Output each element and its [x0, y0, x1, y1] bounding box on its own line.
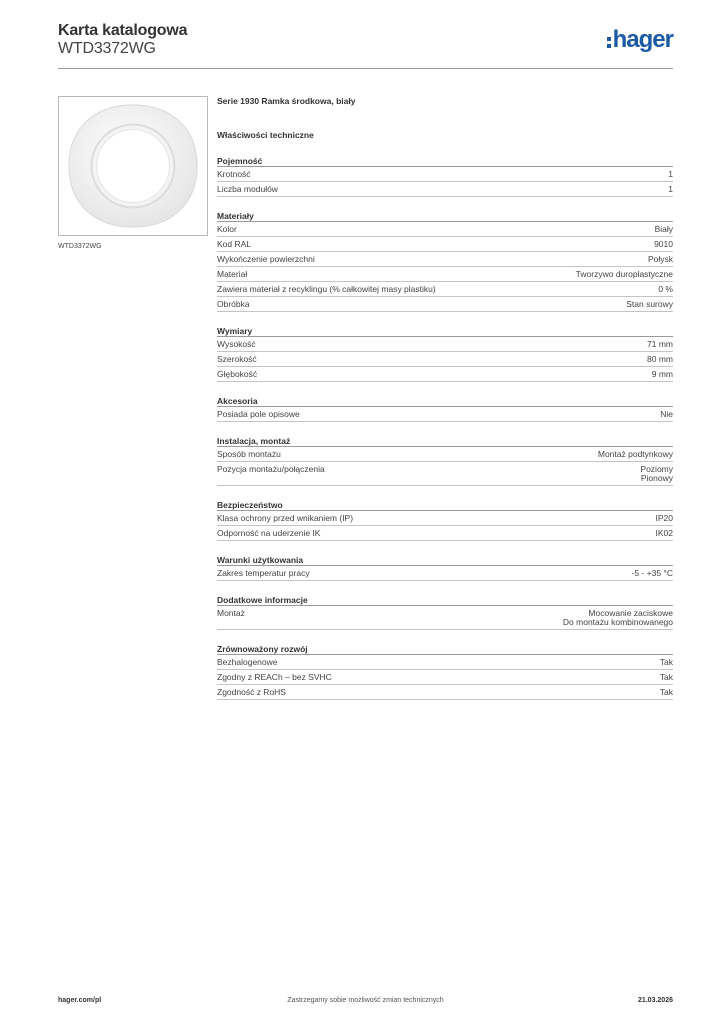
- section-title: Akcesoria: [217, 395, 673, 407]
- spec-row: [217, 566, 673, 581]
- spec-row: [217, 655, 673, 670]
- spec-value-line: Montaż podtynkowy: [597, 449, 673, 459]
- spec-value-line: IP20: [655, 513, 673, 523]
- spec-row: [217, 237, 673, 252]
- logo-dots-icon: [607, 37, 611, 48]
- spec-row: [217, 407, 673, 422]
- spec-label: Klasa ochrony przed wnikaniem (IP): [217, 513, 354, 523]
- spec-value-line: Połysk: [647, 254, 673, 264]
- spec-label: Zgodny z REACh – bez SVHC: [217, 672, 332, 682]
- spec-row: [217, 526, 673, 541]
- spec-value-line: 9010: [654, 239, 673, 249]
- spec-value: [640, 465, 673, 483]
- spec-label: Wykończenie powierzchni: [217, 254, 315, 264]
- spec-section: [217, 395, 673, 422]
- spec-section: [217, 554, 673, 581]
- section-title: Zrównoważony rozwój: [217, 643, 673, 655]
- spec-value-line: 0 %: [658, 284, 673, 294]
- spec-label: Bezhalogenowe: [217, 657, 278, 667]
- frame-ring-picture: [59, 97, 207, 235]
- spec-value-line: 1: [668, 169, 673, 179]
- spec-label: Pozycja montażu/połączenia: [217, 464, 325, 474]
- spec-value: [655, 225, 673, 234]
- spec-label: Liczba modułów: [217, 184, 278, 194]
- spec-value: [576, 270, 673, 279]
- spec-content: [217, 96, 673, 700]
- spec-value-line: Tak: [659, 657, 673, 667]
- spec-label: Kolor: [217, 224, 237, 234]
- spec-value-line: Mocowanie zaciskowe: [588, 608, 673, 618]
- spec-label: Wysokość: [217, 339, 256, 349]
- spec-label: Obróbka: [217, 299, 250, 309]
- spec-row: [217, 337, 673, 352]
- spec-row: [217, 167, 673, 182]
- spec-value: [647, 340, 673, 349]
- spec-value: [656, 529, 674, 538]
- spec-section: [217, 643, 673, 700]
- document-header: [58, 22, 673, 69]
- properties-heading: Właściwości techniczne: [217, 130, 314, 140]
- spec-row: [217, 462, 673, 486]
- spec-value: [660, 410, 673, 419]
- section-title: Bezpieczeństwo: [217, 499, 673, 511]
- spec-row: [217, 182, 673, 197]
- section-title: Wymiary: [217, 325, 673, 337]
- spec-row: [217, 252, 673, 267]
- spec-value: [668, 170, 673, 179]
- spec-label: Krotność: [217, 169, 251, 179]
- spec-label: Odporność na uderzenie IK: [217, 528, 321, 538]
- spec-row: [217, 297, 673, 312]
- spec-value: [668, 185, 673, 194]
- section-title: Warunki użytkowania: [217, 554, 673, 566]
- footer-website[interactable]: hager.com/pl: [58, 997, 102, 1004]
- spec-value: [563, 609, 673, 627]
- spec-value: [626, 300, 673, 309]
- spec-row: [217, 267, 673, 282]
- section-title: Materiały: [217, 210, 673, 222]
- spec-value-line: 1: [668, 184, 673, 194]
- image-caption: WTD3372WG: [58, 243, 102, 250]
- spec-row: [217, 367, 673, 382]
- spec-section: [217, 435, 673, 486]
- document-title: Karta katalogowa: [58, 22, 188, 39]
- product-image: [58, 96, 208, 236]
- spec-value-line: Pionowy: [640, 473, 673, 483]
- section-title: Pojemność: [217, 155, 673, 167]
- spec-value: [652, 370, 673, 379]
- spec-section: [217, 325, 673, 382]
- spec-value: [654, 240, 673, 249]
- spec-value: [647, 355, 673, 364]
- spec-value: [658, 285, 673, 294]
- spec-label: Montaż: [217, 608, 245, 618]
- hager-logo: [607, 26, 673, 54]
- footer-date: 21.03.2026: [637, 997, 673, 1004]
- spec-section: [217, 594, 673, 630]
- spec-value: [632, 569, 673, 578]
- spec-value-line: Nie: [660, 409, 673, 419]
- spec-label: Sposób montażu: [217, 449, 281, 459]
- spec-value-line: IK02: [655, 528, 673, 538]
- spec-value-line: 80 mm: [647, 354, 673, 364]
- spec-row: [217, 685, 673, 700]
- spec-value: [660, 673, 673, 682]
- spec-row: [217, 606, 673, 630]
- spec-section: [217, 499, 673, 541]
- spec-row: [217, 511, 673, 526]
- product-code: WTD3372WG: [58, 40, 156, 57]
- spec-label: Zawiera materiał z recyklingu (% całkowitej masy plastiku): [217, 284, 436, 294]
- spec-row: [217, 352, 673, 367]
- spec-section: [217, 155, 673, 197]
- spec-label: Szerokość: [217, 354, 257, 364]
- spec-value-line: Poziomy: [640, 464, 673, 474]
- spec-value: [656, 514, 674, 523]
- spec-value-line: Stan surowy: [626, 299, 673, 309]
- spec-label: Głębokość: [217, 369, 258, 379]
- spec-label: Zgodność z RoHS: [217, 687, 286, 697]
- spec-value-line: Do montażu kombinowanego: [562, 617, 673, 627]
- spec-row: [217, 282, 673, 297]
- section-title: Dodatkowe informacje: [217, 594, 673, 606]
- spec-row: [217, 222, 673, 237]
- spec-value: [648, 255, 673, 264]
- spec-section: [217, 210, 673, 312]
- logo-text: hager: [612, 26, 673, 53]
- spec-value: [660, 688, 673, 697]
- spec-value-line: Tak: [659, 687, 673, 697]
- spec-label: Zakres temperatur pracy: [217, 568, 310, 578]
- spec-value: [598, 450, 673, 459]
- spec-label: Posiada pole opisowe: [217, 409, 300, 419]
- spec-sections: [217, 155, 673, 700]
- spec-value-line: Tworzywo duroplastyczne: [575, 269, 673, 279]
- spec-value-line: 9 mm: [651, 369, 673, 379]
- spec-value-line: Biały: [654, 224, 673, 234]
- spec-label: Kod RAL: [217, 239, 252, 249]
- spec-row: [217, 447, 673, 462]
- spec-value-line: -5 - +35 °C: [631, 568, 673, 578]
- section-title: Instalacja, montaż: [217, 435, 673, 447]
- product-title: Serie 1930 Ramka środkowa, biały: [217, 96, 356, 106]
- spec-value-line: 71 mm: [647, 339, 673, 349]
- spec-value-line: Tak: [659, 672, 673, 682]
- spec-row: [217, 670, 673, 685]
- spec-label: Materiał: [217, 269, 248, 279]
- spec-value: [660, 658, 673, 667]
- footer-note: Zastrzegamy sobie możliwość zmian technicznych: [287, 997, 444, 1004]
